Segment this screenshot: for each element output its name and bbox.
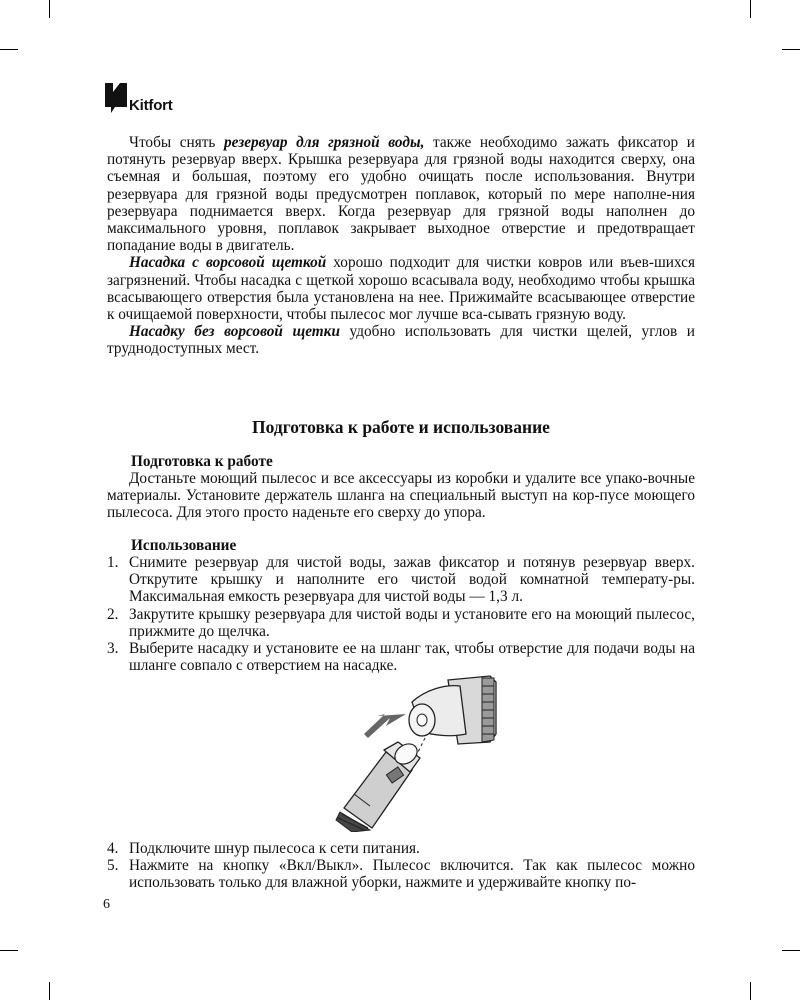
- list-item: 1. Снимите резервуар для чистой воды, зажав фиксатор и потянув резервуар вверх. Открутите крышку и наполните его чистой водой комнатной температу-ры. Максимальная емкость резервуара для чистой воды — 1,3 л.: [107, 554, 695, 606]
- intro-text: [107, 134, 695, 358]
- crop-mark: [49, 0, 50, 18]
- kitfort-logo-icon: [105, 83, 127, 113]
- brand-name: Kitfort: [129, 97, 173, 114]
- nozzle-drawing: [409, 676, 496, 744]
- crop-mark: [49, 982, 50, 1000]
- paragraph-preparation: Достаньте моющий пылесос и все аксессуары из коробки и удалите все упако-вочные материалы. Установите держатель шланга на специальный выступ на кор-пусе моющего пылесоса. Для этого просто наденьте его сверху до упора.: [107, 470, 695, 522]
- usage-steps: [107, 554, 695, 674]
- usage-steps-continued: [107, 840, 695, 892]
- crop-mark: [750, 982, 751, 1000]
- brand-logo: [105, 83, 173, 113]
- preparation-text: [107, 470, 695, 522]
- emphasis: Насадку без ворсовой щетки: [129, 323, 340, 341]
- crop-mark: [750, 0, 751, 18]
- crop-mark: [782, 49, 800, 50]
- nozzle-hose-illustration: [330, 672, 505, 832]
- subheading-usage: Использование: [131, 537, 237, 554]
- list-item: 5. Нажмите на кнопку «Вкл/Выкл». Пылесос включится. Так как пылесос можно использовать только для влажной уборки, нажмите и удерживайте кнопку по-: [107, 857, 695, 892]
- usage-list-continued: [107, 840, 695, 892]
- direction-arrow-icon: [364, 714, 406, 738]
- hose-drawing: [336, 740, 421, 832]
- emphasis: резервуар для грязной воды,: [224, 134, 425, 151]
- list-item: 3. Выберите насадку и установите ее на шланг так, чтобы отверстие для подачи воды на шланге совпало с отверстием на насадке.: [107, 640, 695, 675]
- section-title: Подготовка к работе и использование: [252, 417, 550, 437]
- paragraph-crevice-nozzle: Насадку без ворсовой щетки удобно использовать для чистки щелей, углов и труднодоступных мест.: [107, 323, 695, 358]
- crop-mark: [782, 950, 800, 951]
- crop-mark: [0, 950, 18, 951]
- paragraph-dirty-tank: Чтобы снять резервуар для грязной воды, также необходимо зажать фиксатор и потянуть резервуар вверх. Крышка резервуара для грязной воды находится сверху, она съемная и большая, поэтому его удобно очищать после использования. Внутри резервуара для грязной воды предусмотрен поплавок, который по мере наполне-ния резервуара поднимается вверх. Когда резервуар для грязной воды наполнен до максимального уровня, поплавок закрывает выходное отверстие и предотвращает попадание воды в двигатель.: [107, 134, 695, 255]
- list-item: 4. Подключите шнур пылесоса к сети питания.: [107, 840, 420, 857]
- crop-mark: [0, 49, 18, 50]
- page-number: 6: [103, 897, 110, 912]
- paragraph-brush-nozzle: Насадка с ворсовой щеткой хорошо подходит для чистки ковров или въев-шихся загрязнений. Чтобы насадка с щеткой хорошо всасывала воду, необходимо чтобы крышка всасывающего отверстия была установлена на нее. Прижимайте всасывающее отверстие к очищаемой поверхности, чтобы пылесос мог лучше вса-сывать грязную воду.: [107, 254, 695, 324]
- emphasis: Насадка с ворсовой щеткой: [129, 254, 327, 272]
- usage-list: [107, 554, 695, 674]
- list-item: 2. Закрутите крышку резервуара для чистой воды и установите его на моющий пылесос, прижмите до щелчка.: [107, 605, 695, 640]
- subheading-preparation: Подготовка к работе: [131, 453, 273, 470]
